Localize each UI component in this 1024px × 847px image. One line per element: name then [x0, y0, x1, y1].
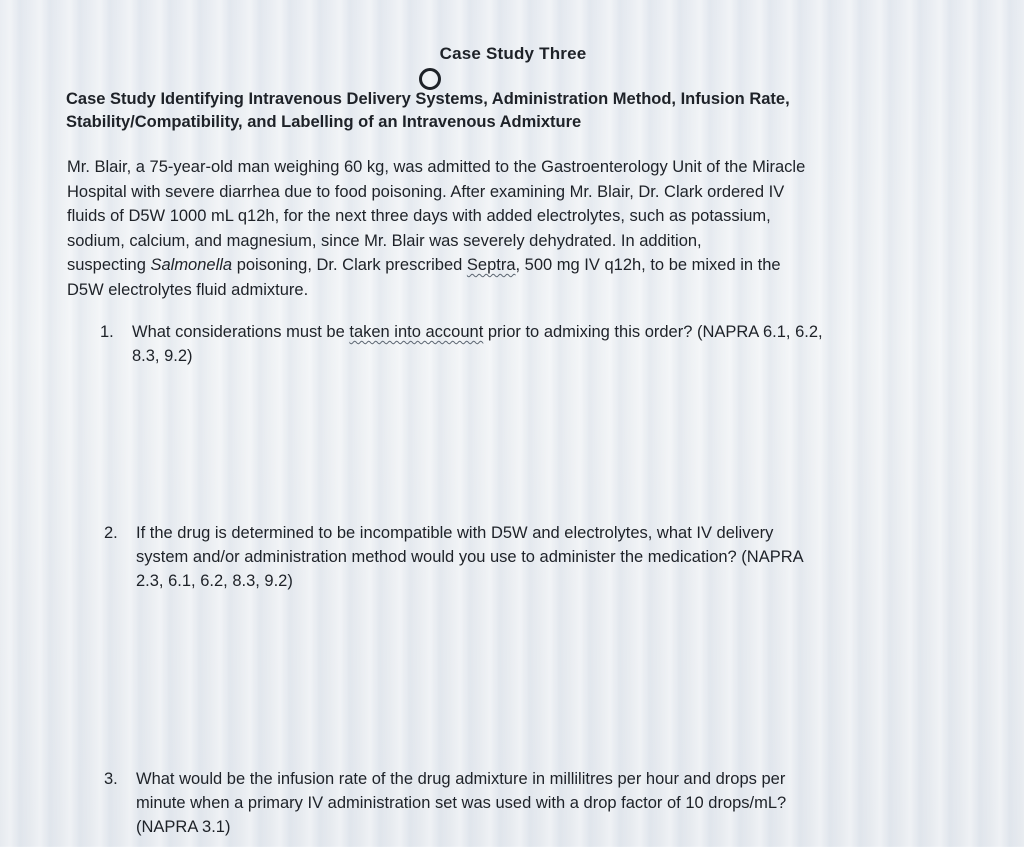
question-1-line-1: [132, 320, 972, 344]
question-1: [100, 320, 980, 380]
case-intro-paragraph: [67, 155, 967, 302]
drug-name-spellcheck: Septra: [466, 256, 516, 274]
intro-line-4: sodium, calcium, and magnesium, since Mr. Blair was severely dehydrated. In addition,: [67, 231, 702, 250]
question-3: [104, 767, 984, 847]
question-3-line-3: (NAPRA 3.1): [136, 818, 231, 836]
intro-line-1: Mr. Blair, a 75-year-old man weighing 60 kg, was admitted to the Gastroenterology Unit of the Miracle: [67, 158, 806, 176]
question-1-line-1-end: prior to admixing this order? (NAPRA 6.1, 6.2,: [483, 323, 823, 341]
intro-line-6: D5W electrolytes fluid admixture.: [67, 280, 309, 299]
question-1-text: [132, 320, 972, 368]
intro-line-3: fluids of D5W 1000 mL q12h, for the next three days with added electrolytes, such as potassium,: [67, 207, 771, 225]
organism-name: Salmonella: [150, 256, 233, 274]
intro-line-5: [67, 253, 967, 278]
intro-line-2: Hospital with severe diarrhea due to food poisoning. After examining Mr. Blair, Dr. Clark ordered IV: [67, 182, 785, 201]
heading-line-2: Stability/Compatibility, and Labelling of an Intravenous Admixture: [66, 113, 582, 131]
question-3-text: [136, 767, 976, 839]
question-2: [104, 521, 984, 601]
question-2-line-1: If the drug is determined to be incompatible with D5W and electrolytes, what IV delivery: [136, 524, 774, 542]
case-study-heading: [66, 88, 966, 134]
heading-line-1: Case Study Identifying Intravenous Delivery Systems, Administration Method, Infusion Rate,: [66, 90, 790, 108]
question-1-line-2: 8.3, 9.2): [132, 347, 193, 365]
question-2-line-2: system and/or administration method would you use to administer the medication? (NAPRA: [136, 548, 804, 566]
question-1-spellcheck-phrase: taken into account: [349, 323, 484, 341]
question-2-line-3: 2.3, 6.1, 6.2, 8.3, 9.2): [136, 572, 293, 590]
mouse-cursor-ring-icon: [419, 68, 441, 90]
question-1-number: 1.: [100, 323, 114, 341]
question-2-number: 2.: [104, 524, 118, 542]
question-3-line-2: minute when a primary IV administration set was used with a drop factor of 10 drops/mL?: [136, 794, 787, 812]
question-1-line-1-start: What considerations must be: [132, 323, 350, 341]
document-title: Case Study Three: [439, 44, 587, 63]
question-3-number: 3.: [104, 770, 118, 788]
intro-line-5-end: , 500 mg IV q12h, to be mixed in the: [515, 256, 781, 274]
intro-line-5-middle: poisoning, Dr. Clark prescribed: [232, 256, 467, 274]
question-2-text: [136, 521, 976, 593]
question-3-line-1: What would be the infusion rate of the drug admixture in millilitres per hour and drops per: [136, 770, 786, 788]
intro-line-5-start: suspecting: [67, 256, 151, 274]
